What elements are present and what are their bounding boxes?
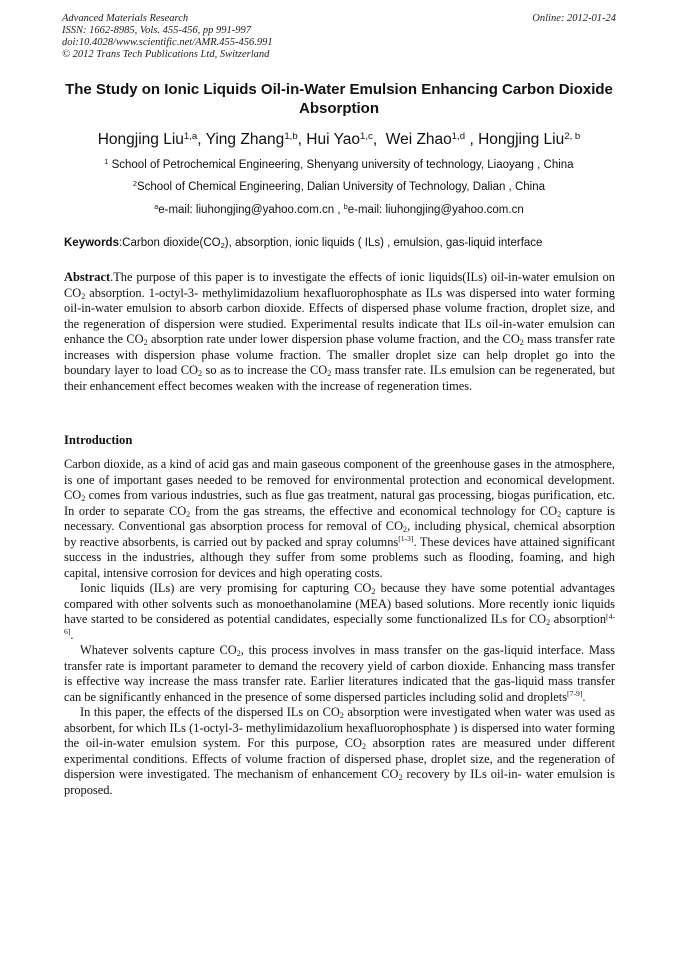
citation-ref: [7-9] bbox=[567, 689, 583, 699]
abstract-label: Abstract bbox=[64, 270, 111, 284]
online-date: Online: 2012-01-24 bbox=[532, 13, 616, 24]
affiliation-1: $^1$ School of Petrochemical Engineering, Shenyang university of technology, Liaoyang , China bbox=[104, 158, 574, 171]
intro-paragraph-2: Ionic liquids (ILs) are very promising for capturing $CO_2$ because they have some potential advantages compared with other solvents such as monoethanolamine (MEA) based solutions. More recently ionic liquids have started to be considered as potential candidates, especially some functionalized ILs for $CO_2$ absorption[4-6]. bbox=[64, 581, 616, 642]
doi-line: doi:10.4028/www.scientific.net/AMR.455-456.991 bbox=[62, 37, 273, 48]
introduction-heading: Introduction bbox=[64, 433, 133, 447]
issn-line: ISSN: 1662-8985, Vols. 455-456, pp 991-997 bbox=[62, 25, 251, 36]
paper-title: The Study on Ionic Liquids Oil-in-Water Emulsion Enhancing Carbon Dioxide Absorption bbox=[65, 81, 613, 117]
email-line: $^a$e-mail: liuhongjing@yahoo.com.cn , $^b$e-mail: liuhongjing@yahoo.com.cn bbox=[154, 203, 524, 216]
citation-ref: [4-6] bbox=[64, 611, 615, 637]
introduction-body bbox=[64, 457, 615, 798]
author-1: Hongjing Liu$^{1,a}$, bbox=[97, 130, 206, 148]
copyright-line: © 2012 Trans Tech Publications Ltd, Switzerland bbox=[62, 49, 270, 60]
citation-ref: [1-3] bbox=[398, 534, 414, 544]
intro-paragraph-1: Carbon dioxide, as a kind of acid gas and main gaseous component of the greenhouse gases in the atmosphere, is one of important gases needed to be removed for environmental protection and economical development. $CO_2$ comes from various industries, such as flue gas treatment, natural gas processing, biogas purification, etc. In order to separate $CO_2$ from the gas streams, the effective and economical technology for $CO_2$ capture is necessary. Conventional gas absorption process for removal of $CO_2$, including physical, chemical absorption by reactive absorbents, is carried out by packed and spray columns[1-3]. These devices have attained significant success in the industries, although they suffer from some problems such as flooding, foaming, and high capital, intensive corrosion for devices and high operating costs. bbox=[64, 457, 616, 580]
abstract: Abstract.The purpose of this paper is to investigate the effects of ionic liquids(ILs) oil-in-water emulsion on $CO_2$ absorption. 1-octyl-3- methylimidazolium hexafluorophosphate as ILs was dispersed into water forming oil-in-water emulsion to absorb carbon dioxide. Effects of dispersed phase volume fraction, droplet size, and the regeneration of dispersion were studied. Experimental results indicate that ILs oil-in-water emulsion can enhance the $CO_2$ absorption rate under lower dispersion phase volume fraction, and the $CO_2$ mass transfer rate increases with dispersion phase volume fraction. The smaller droplet size can help droplet go into the boundary layer to load $CO_2$ so as to increase the $CO_2$ mass transfer rate. ILs emulsion can be regenerated, but their enhancement effect becomes weaken with the increase of regeneration times. bbox=[64, 270, 616, 393]
affiliation-2: $^2$School of Chemical Engineering, Dalian University of Technology, Dalian , China bbox=[132, 180, 545, 193]
author-4: Wei Zhao$^{1,d}$ , bbox=[385, 130, 479, 148]
journal-header bbox=[62, 13, 616, 61]
author-5: Hongjing Liu$^{2, b}$ bbox=[478, 130, 581, 148]
author-3: Hui Yao$^{1,c}$, bbox=[306, 130, 386, 148]
author-list bbox=[40, 131, 638, 149]
intro-paragraph-3: Whatever solvents capture $CO_2$, this process involves in mass transfer on the gas-liquid interface. Mass transfer rate is important parameter to demand the recovery yield of carbon dioxide. Enhancing mass transfer is effective way increase the mass transfer rate. Earlier literatures indicated that the gas-liquid mass transfer can be significantly enhanced in the presence of some dispersed particles including solid and droplets[7-9]. bbox=[64, 643, 616, 704]
author-2: Ying Zhang$^{1,b}$, bbox=[205, 130, 307, 148]
journal-name: Advanced Materials Research bbox=[62, 13, 189, 24]
keywords: Keywords:Carbon $dioxide(CO_2)$, absorption, ionic liquids ( ILs) , emulsion, gas-liquid interface bbox=[64, 237, 543, 251]
keywords-label: Keywords bbox=[64, 237, 119, 249]
intro-paragraph-4: In this paper, the effects of the dispersed ILs on $CO_2$ absorption were investigated when water was used as absorbent, for which ILs (1-octyl-3- methylimidazolium hexafluorophosphate ) is dispersed into water forming the oil-in-water emulsion system. For this purpose, $CO_2$ absorption rates are measured under different experimental conditions. Effects of volume fraction of dispersed phase, droplet size, and the regeneration of dispersion were investigated. The mechanism of enhancement $CO_2$ recovery by ILs oil-in- water emulsion is proposed. bbox=[64, 705, 616, 797]
